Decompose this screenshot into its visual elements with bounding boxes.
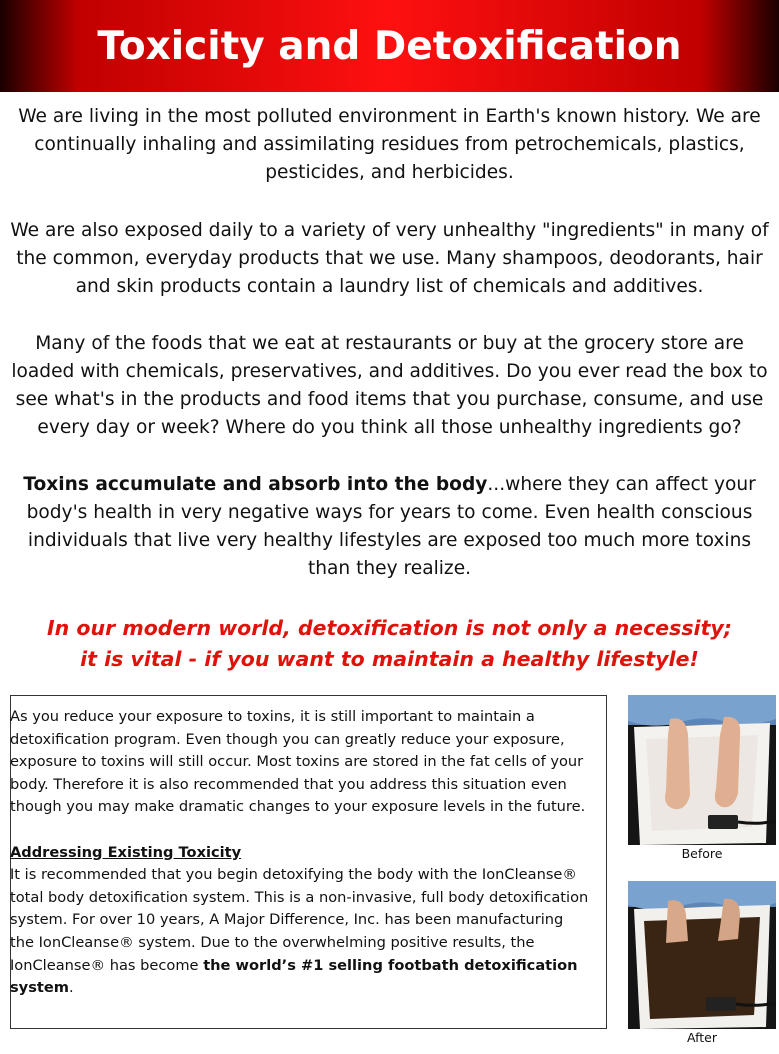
after-caption: After — [686, 1030, 718, 1045]
before-water — [646, 735, 758, 831]
before-footbath-illustration — [628, 695, 776, 845]
detox-info-text — [10, 706, 590, 1000]
page-title: Toxicity and Detoxification — [97, 23, 682, 69]
after-footbath-photo — [628, 881, 776, 1029]
before-caption: Before — [681, 846, 723, 861]
intro-paragraph-foods: Many of the foods that we eat at restaurants or buy at the grocery store are loaded with chemicals, preservatives, and additives. Do you ever read the box to see what's in the products and food items that you purchase, consume, and use every day or week? Where do you think all those unhealthy ingredients go? — [11, 333, 768, 438]
toxins-bold-lead: Toxins accumulate and absorb into the body — [23, 474, 488, 495]
box-body — [10, 864, 590, 1000]
box-body-end: . — [68, 979, 74, 997]
title-banner — [0, 0, 779, 92]
toxins-paragraph — [4, 471, 775, 583]
box-intro: As you reduce your exposure to toxins, it is still important to maintain a detoxification program. Even though you can greatly reduce your exposure, exposure to toxins will still occur. Most toxins are stored in the fat cells of your body. Therefore it is also recommended that you address this situation even though you may make dramatic changes to your exposure levels in the future. — [10, 708, 586, 816]
intro-paragraph-pollution: We are living in the most polluted environment in Earth's known history. We are continually inhaling and assimilating residues from petrochemicals, plastics, pesticides, and herbicides. — [18, 106, 761, 183]
after-footbath-illustration — [628, 881, 776, 1029]
before-footbath-photo — [628, 695, 776, 845]
toxins-rest: ...where they can affect your body's health in very negative ways for years to come. Even health conscious individuals that live very healthy lifestyles are exposed too much more toxins than they realize. — [26, 474, 756, 579]
intro-paragraph-products: We are also exposed daily to a variety of very unhealthy "ingredients" in many of the common, everyday products that we use. Many shampoos, deodorants, hair and skin products contain a laundry list of chemicals and additives. — [10, 220, 769, 297]
box-body-bold: the world’s #1 selling footbath detoxification system — [10, 956, 578, 997]
box-body-text: It is recommended that you begin detoxifying the body with the IonCleanse® total body detoxification system. This is a non-invasive, full body detoxification system. For over 10 years, A Major Difference, Inc. has been manufacturing the IonCleanse® system. Due to the overwhelming positive results, the IonCleanse® has become — [10, 866, 589, 974]
box-heading: Addressing Existing Toxicity — [10, 843, 242, 861]
callout-line-2: it is vital - if you want to maintain a healthy lifestyle! — [80, 647, 699, 671]
callout-line-1: In our modern world, detoxification is not only a necessity; — [47, 616, 732, 640]
